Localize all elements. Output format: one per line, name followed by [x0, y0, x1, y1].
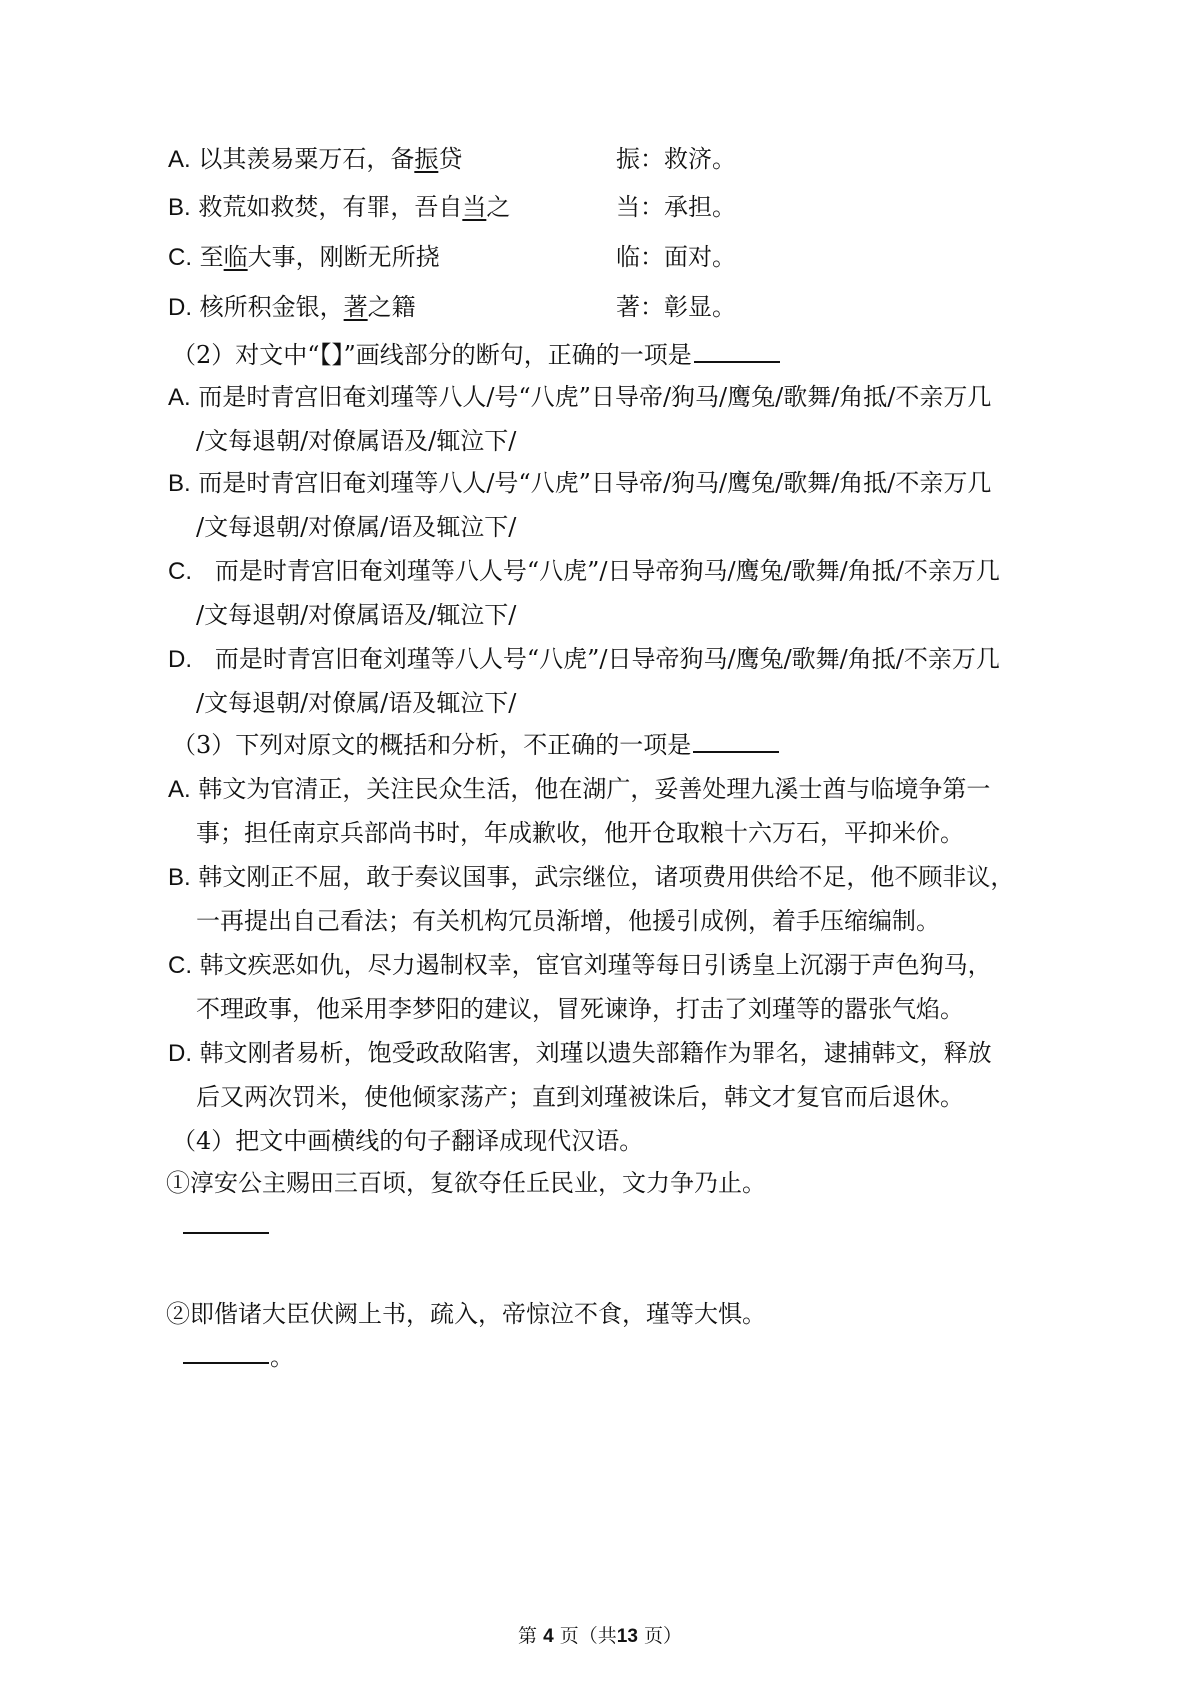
option-line-1: 韩文刚者易析，饱受政敌陷害，刘瑾以遗失部籍作为罪名，逮捕韩文，释放: [199, 1039, 992, 1067]
q1-option-a: [168, 142, 462, 177]
q2-stem: [172, 338, 780, 372]
option-label: C.: [168, 244, 192, 271]
option-line-1: 韩文疾恶如仇，尽力遏制权幸，宦官刘瑾等每日引诱皇上沉溺于声色狗马，: [199, 951, 992, 979]
q2-option-c: [168, 554, 1000, 589]
q3-option-c-line2: 不理政事，他采用李梦阳的建议，冒死谏诤，打击了刘瑾等的嚣张气焰。: [196, 995, 964, 1023]
option-line-1: 而是时青宫旧奄刘瑾等八人号“八虎”/日导帝狗马/鹰兔/歌舞/角抵/不亲万几: [214, 645, 1000, 673]
option-line-1: 韩文刚正不屈，敢于奏议国事，武宗继位，诸项费用供给不足，他不顾非议，: [198, 863, 1015, 891]
q4-stem: （4）把文中画横线的句子翻译成现代汉语。: [172, 1127, 644, 1155]
q3-option-a-line2: 事；担任南京兵部尚书时，年成歉收，他开仓取粮十六万石，平抑米价。: [196, 819, 964, 847]
question-stem: （3）下列对原文的概括和分析，不正确的一项是: [172, 731, 692, 759]
option-label: D.: [168, 646, 192, 673]
page-total: 13: [616, 1626, 638, 1647]
footer-mid: 页（共: [559, 1625, 617, 1647]
option-label: C.: [168, 952, 192, 979]
q2-option-a: [168, 380, 991, 415]
option-label: D.: [168, 1040, 192, 1067]
option-label: A.: [168, 384, 191, 411]
option-key-char: 临: [223, 243, 248, 271]
option-text-pre: 以其羡易粟万石，备: [198, 145, 415, 173]
option-label: B.: [168, 470, 191, 497]
q3-option-b: [168, 860, 1014, 895]
option-label: D.: [168, 294, 192, 321]
option-label: C.: [168, 558, 192, 585]
option-line-1: 而是时青宫旧奄刘瑾等八人号“八虎”/日导帝狗马/鹰兔/歌舞/角抵/不亲万几: [214, 557, 1000, 585]
q3-option-d: [168, 1036, 992, 1071]
q2-option-b: [168, 466, 991, 501]
q4-sentence-2: ②即偕诸大臣伏阙上书，疏入，帝惊泣不食，瑾等大惧。: [166, 1300, 766, 1328]
q3-option-b-line2: 一再提出自己看法；有关机构冗员渐增，他援引成例，着手压缩编制。: [196, 907, 940, 935]
answer-blank-2[interactable]: [183, 1362, 269, 1364]
option-text-pre: 核所积金银，: [199, 293, 344, 321]
q2-option-d-line2: /文每退朝/对僚属/语及辄泣下/: [196, 689, 517, 717]
q1-option-c: [168, 240, 440, 275]
q1-gloss-a: 振：救济。: [616, 145, 736, 173]
option-line-1: 而是时青宫旧奄刘瑾等八人/号“八虎”日导帝/狗马/鹰兔/歌舞/角抵/不亲万几: [198, 469, 992, 497]
footer-pre: 第: [518, 1625, 538, 1647]
answer-blank[interactable]: [694, 341, 780, 363]
option-key-char: 当: [462, 193, 487, 221]
q4-sentence-1: ①淳安公主赐田三百顷，复欲夺任丘民业，文力争乃止。: [166, 1169, 766, 1197]
page-footer: [0, 1623, 1200, 1650]
option-text-post: 之籍: [367, 293, 416, 321]
answer-blank[interactable]: [693, 731, 779, 753]
q1-option-d: [168, 290, 416, 325]
footer-post: 页）: [643, 1625, 682, 1647]
option-text-post: 之: [486, 193, 511, 221]
option-key-char: 著: [343, 293, 368, 321]
option-label: B.: [168, 864, 191, 891]
q1-option-b: [168, 190, 510, 225]
end-punctuation: 。: [270, 1343, 294, 1371]
q3-option-c: [168, 948, 992, 983]
q2-option-d: [168, 642, 1000, 677]
option-label: A.: [168, 146, 191, 173]
option-text-pre: 至: [199, 243, 224, 271]
answer-blank-1[interactable]: [183, 1232, 269, 1234]
option-line-1: 韩文为官清正，关注民众生活，他在湖广，妥善处理九溪士酋与临境争第一: [198, 775, 991, 803]
q2-option-a-line2: /文每退朝/对僚属语及/辄泣下/: [196, 427, 517, 455]
q3-stem: [172, 728, 779, 762]
q3-option-a: [168, 772, 990, 807]
q1-gloss-d: 著：彰显。: [616, 293, 736, 321]
q1-gloss-b: 当：承担。: [616, 193, 736, 221]
option-text-pre: 救荒如救焚，有罪，吾自: [198, 193, 463, 221]
q2-option-b-line2: /文每退朝/对僚属/语及辄泣下/: [196, 513, 517, 541]
page-number: 4: [543, 1626, 554, 1647]
option-line-1: 而是时青宫旧奄刘瑾等八人/号“八虎”日导帝/狗马/鹰兔/歌舞/角抵/不亲万几: [198, 383, 992, 411]
option-label: A.: [168, 776, 191, 803]
option-text-post: 贷: [438, 145, 463, 173]
option-label: B.: [168, 194, 191, 221]
option-text-post: 大事，刚断无所挠: [247, 243, 440, 271]
question-stem: （2）对文中“【】”画线部分的断句，正确的一项是: [172, 341, 692, 369]
q3-option-d-line2: 后又两次罚米，使他倾家荡产；直到刘瑾被诛后，韩文才复官而后退休。: [196, 1083, 964, 1111]
q2-option-c-line2: /文每退朝/对僚属语及/辄泣下/: [196, 601, 517, 629]
option-key-char: 振: [414, 145, 439, 173]
q1-gloss-c: 临：面对。: [616, 243, 736, 271]
